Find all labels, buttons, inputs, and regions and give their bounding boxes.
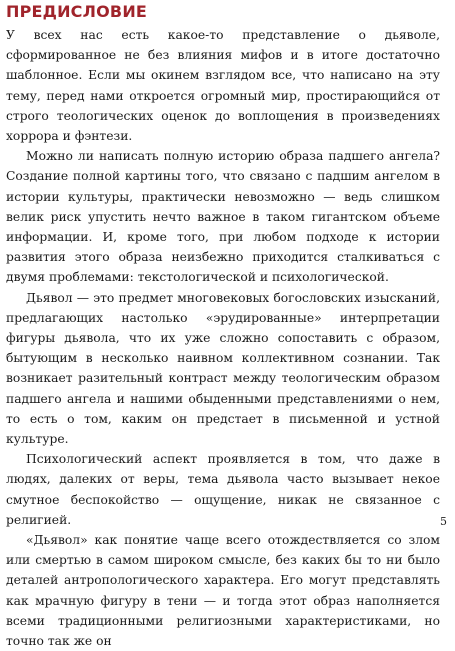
paragraph-5: «Дьявол» как понятие чаще всего отождествляется со злом или смертью в самом широком смысле, без каких бы то ни было деталей антропологического характера. Его могут представлять как мрачную фигуру в тени — и тогда этот образ наполняется всеми традиционными религиозными характеристиками, но точно так же он xyxy=(6,533,440,649)
paragraph-1: У всех нас есть какое-то представление о дьяволе, сформированное не без влияния мифов и в итоге достаточно шаблонное. Если мы окинем взглядом все, что написано на эту тему, перед нами откроется огромный мир, простирающийся от строго теологических оценок до воплощения в произведениях хоррора и фэнтези. xyxy=(6,28,440,144)
page-number: 5 xyxy=(440,515,447,528)
paragraph-3: Дьявол — это предмет многовековых богословских изысканий, предлагающих настолько «эрудированные» интерпретации фигуры дьявола, что их уже сложно сопоставить с образом, бытующим в несколько наивном коллективном сознании. Так возникает разительный контраст между теологическим образом падшего ангела и нашими обыденными представлениями о нем, то есть о том, каким он предстает в письменной и устной культуре. xyxy=(6,290,440,447)
chapter-heading: ПРЕДИСЛОВИЕ xyxy=(6,2,148,21)
paragraph-2: Можно ли написать полную историю образа падшего ангела? Создание полной картины того, что связано с падшим ангелом в истории культуры, практически невозможно — ведь слишком велик риск упустить нечто важное в таком гигантском объеме информации. И, кроме того, при любом подходе к истории развития этого образа неизбежно приходится сталкиваться с двумя проблемами: текстологической и психологической. xyxy=(6,149,440,285)
body-text xyxy=(6,25,440,651)
paragraph-4: Психологический аспект проявляется в том, что даже в людях, далеких от веры, тема дьявола часто вызывает некое смутное беспокойство — ощущение, никак не связанное с религией. xyxy=(6,452,440,527)
